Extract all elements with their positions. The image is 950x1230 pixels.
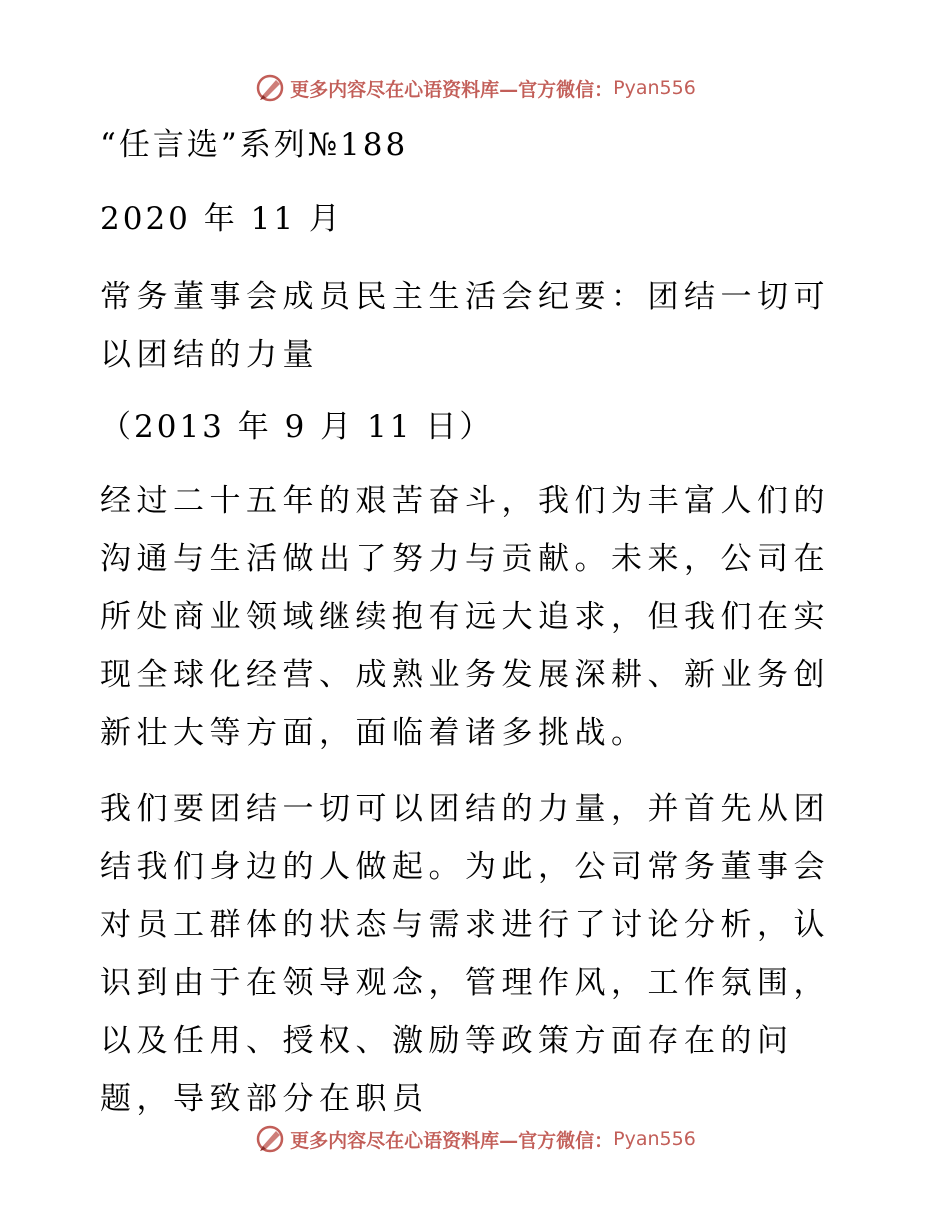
- watermark-handle: Pyan556: [613, 77, 696, 99]
- document-title: 常务董事会成员民主生活会纪要：团结一切可以团结的力量: [100, 279, 830, 373]
- header-watermark: [0, 72, 950, 104]
- pen-logo-icon: [254, 72, 286, 104]
- paragraph-1: 经过二十五年的艰苦奋斗，我们为丰富人们的沟通与生活做出了努力与贡献。未来，公司在所处商业领域继续抱有远大追求，但我们在实现全球化经营、成熟业务发展深耕、新业务创新壮大等方面，面临着诸多挑战。: [100, 483, 830, 751]
- watermark-text: 更多内容尽在心语资料库—官方微信：: [290, 1129, 614, 1152]
- series-line: “任言选”系列№188: [100, 127, 409, 163]
- watermark-text: 更多内容尽在心语资料库—官方微信：: [290, 78, 614, 101]
- meeting-date: （2013 年 9 月 11 日）: [100, 409, 494, 445]
- footer-watermark: [0, 1123, 950, 1155]
- paragraph-2: 我们要团结一切可以团结的力量，并首先从团结我们身边的人做起。为此，公司常务董事会对员工群体的状态与需求进行了讨论分析，认识到由于在领导观念，管理作风，工作氛围，以及任用、授权、激励等政策方面存在的问题，导致部分在职员: [100, 791, 830, 1117]
- pen-logo-icon: [254, 1123, 286, 1155]
- watermark-handle: Pyan556: [613, 1128, 696, 1150]
- date-line: 2020 年 11 月: [100, 201, 343, 237]
